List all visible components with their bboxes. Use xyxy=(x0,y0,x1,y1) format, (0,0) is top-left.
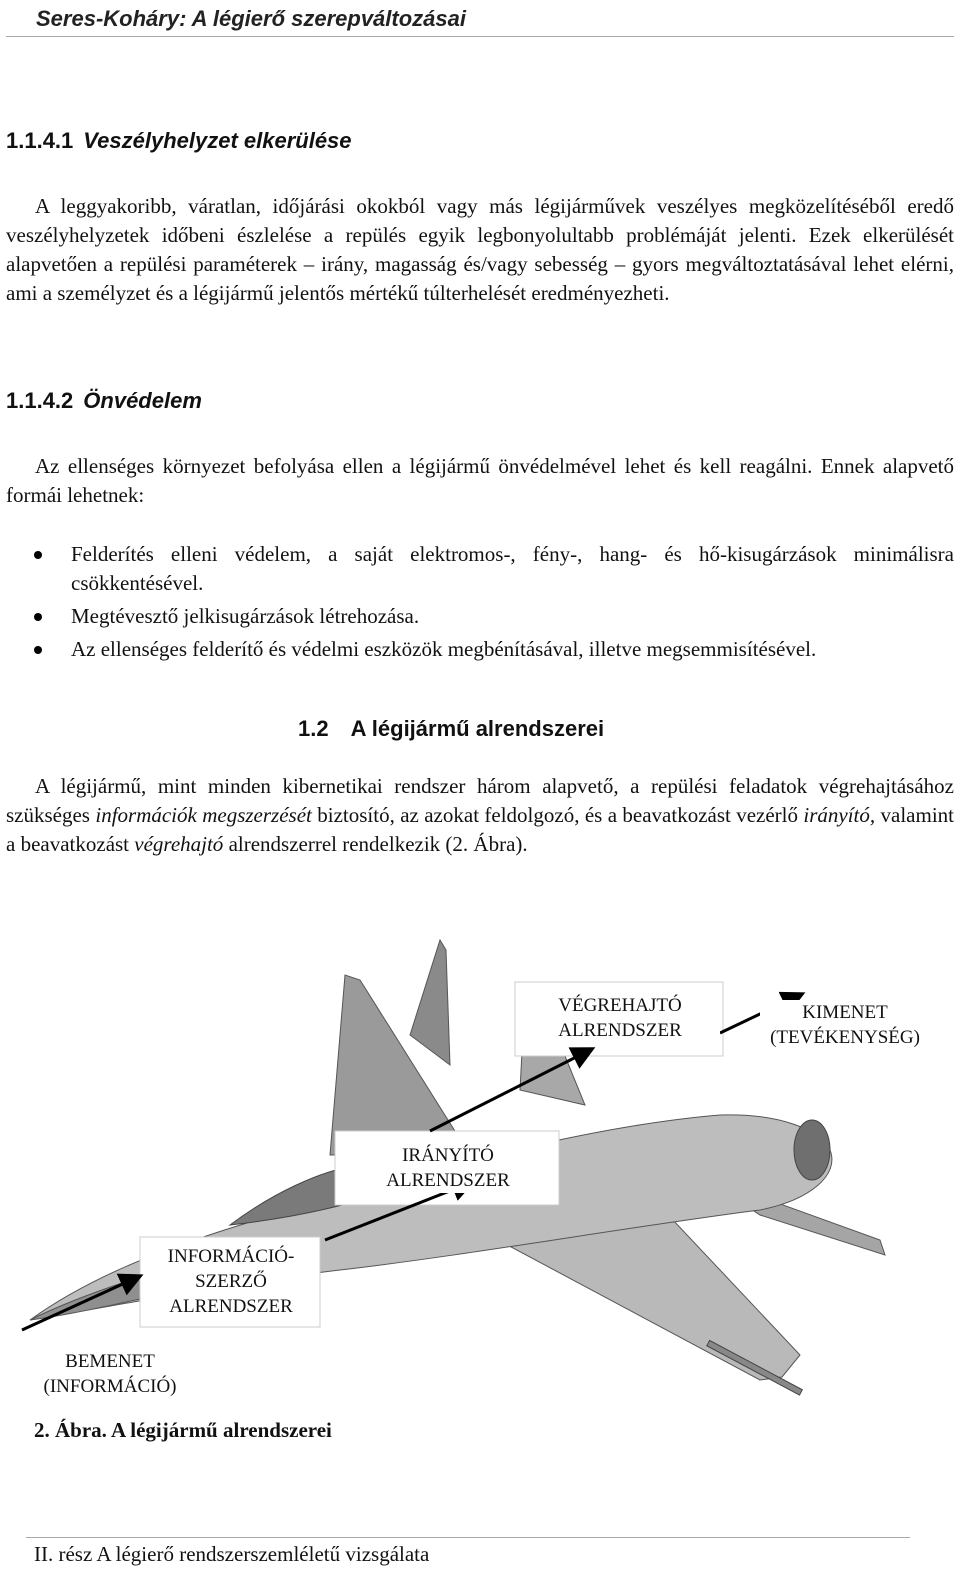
bullet-list xyxy=(6,540,954,668)
vertical-fin-far xyxy=(410,940,450,1065)
paragraph-self-defense xyxy=(6,452,954,510)
list-item xyxy=(6,602,954,631)
section-heading-3 xyxy=(298,716,604,742)
aircraft-subsystems-figure xyxy=(0,925,960,1420)
label-line: VÉGREHAJTÓ xyxy=(558,995,682,1016)
header-rule xyxy=(6,36,954,37)
label-line: (TEVÉKENYSÉG) xyxy=(770,1027,920,1048)
running-footer: II. rész A légierő rendszerszemléletű vizsgálata xyxy=(34,1542,430,1566)
section-title: Veszélyhelyzet elkerülése xyxy=(83,128,352,153)
emphasis-text: információk megszerzését xyxy=(95,803,312,827)
section-number: 1.1.4.1 xyxy=(6,128,74,153)
running-header: Seres-Koháry: A légierő szerepváltozásai xyxy=(36,6,466,31)
paragraph-text: alrendszerrel rendelkezik (2. Ábra). xyxy=(223,832,528,856)
bullet-icon xyxy=(34,613,42,621)
section-number: 1.2 xyxy=(298,716,329,741)
engine-exhaust xyxy=(794,1120,830,1180)
paragraph-text: Ezek elkerülését alapvetően a repülési paraméterek – irány, magasság és/vagy sebesség – gyors megváltoztatásával lehet elérni, ami a személyzet és a légijármű jelentős mértékű túlterhelését eredményezheti. xyxy=(6,223,955,305)
section-heading-1 xyxy=(6,128,352,154)
label-line: SZERZŐ xyxy=(195,1271,267,1292)
executor-label xyxy=(520,993,720,1043)
section-title: A légijármű alrendszerei xyxy=(350,716,605,741)
bullet-icon xyxy=(34,551,42,559)
paragraph-text: valamint a beavatkozást xyxy=(6,803,954,856)
list-item-text: Az ellenséges felderítő és védelmi eszközök megbénításával, illetve megsemmisítésével. xyxy=(71,637,817,661)
section-heading-2 xyxy=(6,388,202,414)
paragraph-text: A légijármű, mint minden kibernetikai rendszer három alapvető, a repülési feladatok végrehajtásához szükséges xyxy=(6,774,954,827)
output-label xyxy=(760,1000,930,1050)
emphasis-text: irányító, xyxy=(803,803,876,827)
bullet-icon xyxy=(34,646,42,654)
paragraph-hazard-avoidance xyxy=(6,192,954,308)
label-line: ALRENDSZER xyxy=(558,1020,682,1041)
footer-rule xyxy=(26,1537,910,1538)
info-label xyxy=(146,1244,316,1319)
figure-caption: 2. Ábra. A légijármű alrendszerei xyxy=(34,1418,332,1442)
paragraph-text: A leggyakoribb, váratlan, időjárási okokból vagy más légijárművek veszélyes megközelítéséből eredő veszélyhelyzetek időbeni észlelése a repülés egyik legbonyolultabb problémáját jelenti. xyxy=(6,194,954,247)
input-label xyxy=(30,1349,190,1399)
section-title: Önvédelem xyxy=(83,388,202,413)
list-item xyxy=(6,635,954,664)
list-item-text: Megtévesztő jelkisugárzások létrehozása. xyxy=(71,604,420,628)
emphasis-text: végrehajtó xyxy=(134,832,224,856)
paragraph-subsystems xyxy=(6,772,954,859)
paragraph-text: biztosító, az azokat feldolgozó, és a beavatkozást vezérlő xyxy=(311,803,804,827)
section-number: 1.1.4.2 xyxy=(6,388,74,413)
label-line: KIMENET xyxy=(802,1002,888,1023)
label-line: IRÁNYÍTÓ xyxy=(402,1145,494,1166)
label-line: BEMENET xyxy=(65,1351,155,1372)
list-item-text: Felderítés elleni védelem, a saját elektromos-, fény-, hang- és hő-kisugárzások minimálisra csökkentésével. xyxy=(71,542,954,595)
control-label xyxy=(345,1143,551,1193)
label-line: ALRENDSZER xyxy=(169,1296,293,1317)
label-line: (INFORMÁCIÓ) xyxy=(43,1376,177,1397)
wing-far xyxy=(330,975,470,1155)
label-line: INFORMÁCIÓ- xyxy=(167,1246,295,1267)
list-item xyxy=(6,540,954,598)
label-line: ALRENDSZER xyxy=(386,1170,510,1191)
paragraph-text: Az ellenséges környezet befolyása ellen a légijármű önvédelmével lehet és kell reagálni. Ennek alapvető formái lehetnek: xyxy=(6,454,954,507)
